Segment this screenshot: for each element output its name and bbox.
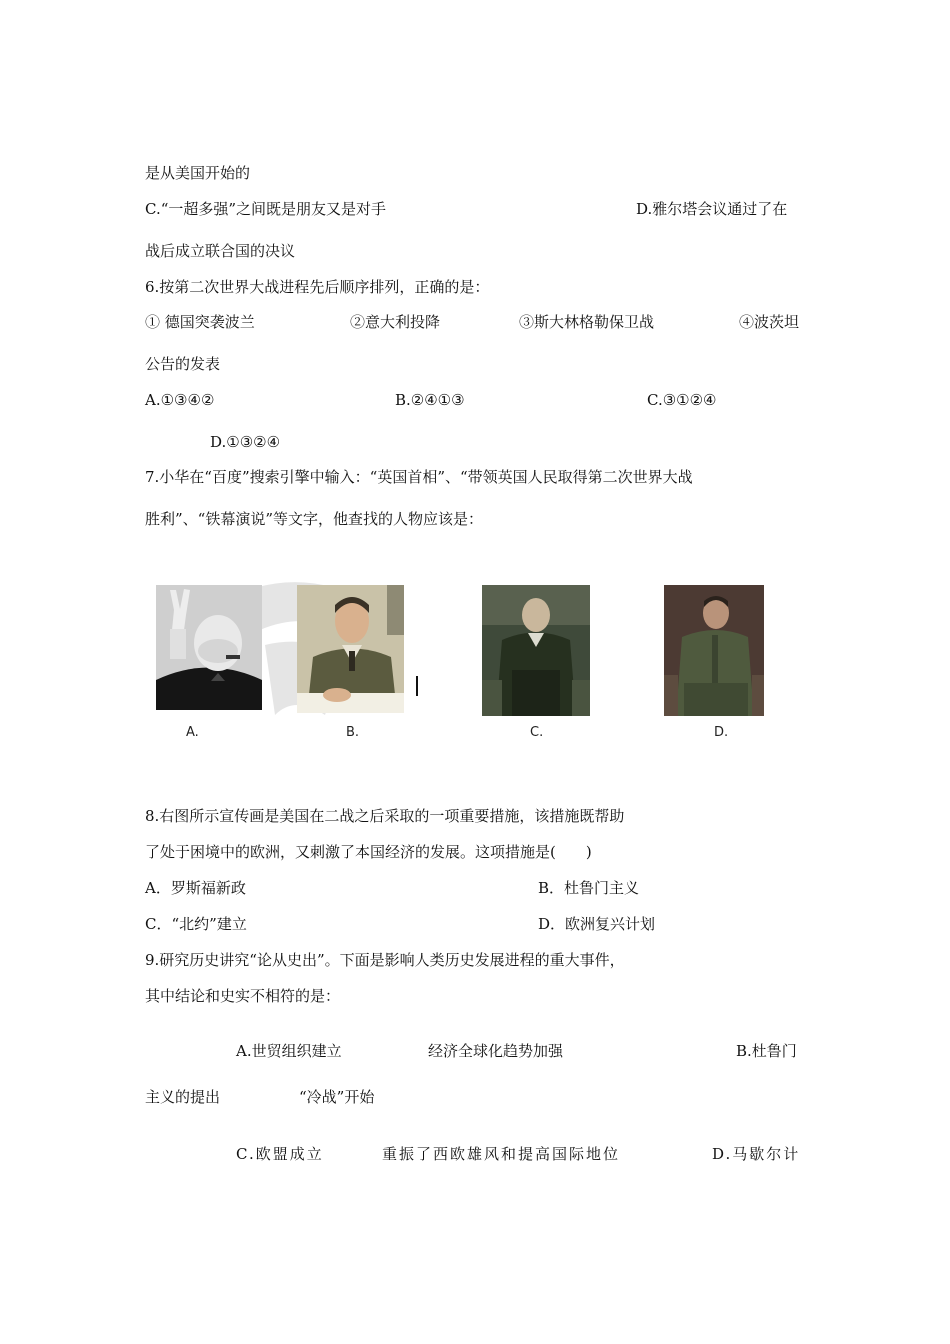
q6-option-b: B.②④①③	[395, 391, 465, 409]
q8-option-d: D．欧洲复兴计划	[538, 915, 656, 933]
q9-option-c: C.欧盟成立	[236, 1145, 324, 1163]
q9-option-b: B.杜鲁门	[736, 1042, 797, 1060]
q6-item-3: ③斯大林格勒保卫战	[519, 313, 655, 331]
question-8: 8.右图所示宣传画是美国在二战之后采取的一项重要措施，该措施既帮助	[145, 807, 625, 825]
option-c-text: C.“一超多强”之间既是朋友又是对手	[145, 200, 387, 218]
q8-option-a: A．罗斯福新政	[145, 879, 246, 897]
photo-a-portrait	[156, 585, 262, 710]
q6-option-a: A.①③④②	[145, 391, 215, 409]
q9-option-d: D.马歇尔计	[712, 1145, 801, 1163]
q9-option-c-conclusion: 重振了西欧雄风和提高国际地位	[382, 1145, 621, 1163]
q9-option-b-conclusion: “冷战”开始	[299, 1088, 375, 1106]
q8-option-b: B．杜鲁门主义	[538, 879, 640, 897]
question-9: 9.研究历史讲究“论从史出”。下面是影响人类历史发展进程的重大事件，	[145, 951, 625, 969]
q9-option-a-conclusion: 经济全球化趋势加强	[428, 1042, 564, 1060]
q6-item-2: ②意大利投降	[350, 313, 441, 331]
q9-option-b-cont: 主义的提出	[145, 1088, 221, 1106]
text-line: 是从美国开始的	[145, 164, 251, 182]
text-cursor	[416, 676, 418, 696]
question-7-cont: 胜利”、“铁幕演说”等文字，他查找的人物应该是：	[145, 510, 484, 528]
photo-b-portrait	[297, 585, 404, 713]
q9-option-a: A.世贸组织建立	[236, 1042, 342, 1060]
q6-option-c: C.③①②④	[647, 391, 717, 409]
photo-c-caption: C.	[530, 725, 544, 740]
q6-item-1: ① 德国突袭波兰	[145, 313, 255, 331]
question-7: 7.小华在“百度”搜索引擎中输入：“英国首相”、“带领英国人民取得第二次世界大战	[145, 468, 693, 486]
question-9-cont: 其中结论和史实不相符的是：	[145, 987, 341, 1005]
question-8-cont: 了处于困境中的欧洲，又刺激了本国经济的发展。这项措施是( )	[145, 843, 592, 861]
q8-option-c: C．“北约”建立	[145, 915, 247, 933]
q6-option-d: D.①③②④	[210, 433, 281, 451]
q6-item-4-cont: 公告的发表	[145, 355, 221, 373]
text-line: 战后成立联合国的决议	[145, 242, 296, 260]
photo-d-caption: D.	[714, 725, 729, 740]
photo-a-caption: A.	[186, 725, 199, 740]
photo-b-caption: B.	[346, 725, 360, 740]
q6-item-4: ④波茨坦	[739, 313, 800, 331]
option-d-text: D.雅尔塔会议通过了在	[636, 200, 788, 218]
question-6: 6.按第二次世界大战进程先后顺序排列，正确的是：	[145, 278, 490, 296]
photo-d-portrait	[664, 585, 764, 716]
photo-c-portrait	[482, 585, 590, 716]
